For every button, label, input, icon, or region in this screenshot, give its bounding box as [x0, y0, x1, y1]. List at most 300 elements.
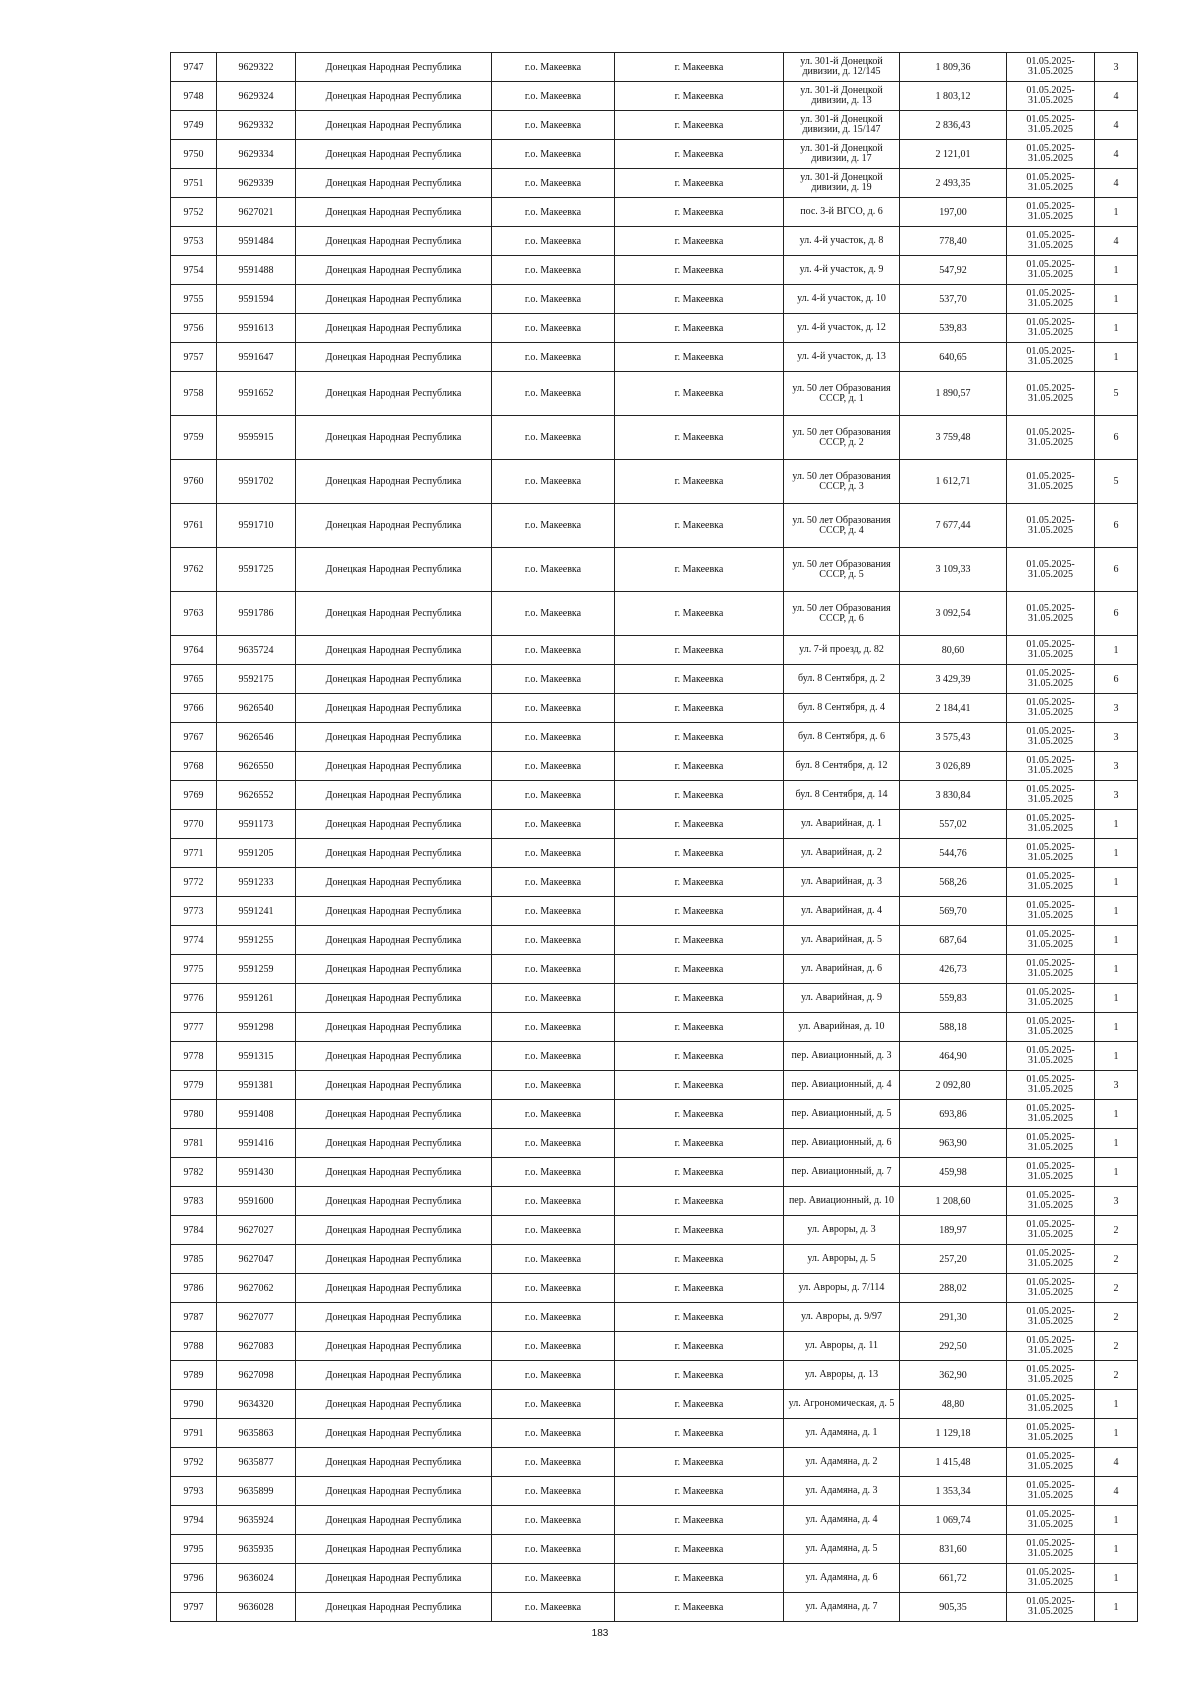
row-number-cell: 9780	[171, 1100, 217, 1129]
region-cell: Донецкая Народная Республика	[296, 285, 492, 314]
table-row	[171, 1274, 1138, 1303]
area-cell: 537,70	[900, 285, 1007, 314]
object-id-cell: 9591315	[217, 1042, 296, 1071]
city-cell: г. Макеевка	[615, 1129, 784, 1158]
count-cell: 1	[1095, 868, 1138, 897]
address-cell: пер. Авиационный, д. 5	[784, 1100, 900, 1129]
object-id-cell: 9629339	[217, 169, 296, 198]
count-cell: 1	[1095, 636, 1138, 665]
table-row	[171, 169, 1138, 198]
object-id-cell: 9591241	[217, 897, 296, 926]
address-cell: пос. 3-й ВГСО, д. 6	[784, 198, 900, 227]
address-cell: бул. 8 Сентября, д. 12	[784, 752, 900, 781]
address-cell: пер. Авиационный, д. 3	[784, 1042, 900, 1071]
table-row	[171, 140, 1138, 169]
table-row	[171, 256, 1138, 285]
city-cell: г. Макеевка	[615, 1187, 784, 1216]
table-row	[171, 723, 1138, 752]
row-number-cell: 9764	[171, 636, 217, 665]
district-cell: г.о. Макеевка	[492, 752, 615, 781]
object-id-cell: 9636024	[217, 1564, 296, 1593]
count-cell: 1	[1095, 1419, 1138, 1448]
address-cell: ул. Аварийная, д. 6	[784, 955, 900, 984]
row-number-cell: 9794	[171, 1506, 217, 1535]
table-row	[171, 1390, 1138, 1419]
address-cell: ул. 50 лет Образования СССР, д. 6	[784, 592, 900, 636]
district-cell: г.о. Макеевка	[492, 1187, 615, 1216]
count-cell: 1	[1095, 926, 1138, 955]
area-cell: 362,90	[900, 1361, 1007, 1390]
table-row	[171, 314, 1138, 343]
address-cell: ул. 301-й Донецкой дивизии, д. 13	[784, 82, 900, 111]
district-cell: г.о. Макеевка	[492, 1448, 615, 1477]
region-cell: Донецкая Народная Республика	[296, 1158, 492, 1187]
city-cell: г. Макеевка	[615, 839, 784, 868]
count-cell: 1	[1095, 1390, 1138, 1419]
region-cell: Донецкая Народная Республика	[296, 1303, 492, 1332]
address-cell: ул. Авроры, д. 7/114	[784, 1274, 900, 1303]
count-cell: 1	[1095, 1535, 1138, 1564]
address-cell: ул. Адамяна, д. 1	[784, 1419, 900, 1448]
city-cell: г. Макеевка	[615, 1419, 784, 1448]
object-id-cell: 9635935	[217, 1535, 296, 1564]
district-cell: г.о. Макеевка	[492, 504, 615, 548]
region-cell: Донецкая Народная Республика	[296, 1274, 492, 1303]
area-cell: 687,64	[900, 926, 1007, 955]
city-cell: г. Макеевка	[615, 694, 784, 723]
table-row	[171, 781, 1138, 810]
count-cell: 1	[1095, 984, 1138, 1013]
region-cell: Донецкая Народная Республика	[296, 1332, 492, 1361]
count-cell: 1	[1095, 198, 1138, 227]
object-id-cell: 9591416	[217, 1129, 296, 1158]
period-cell: 01.05.2025-31.05.2025	[1007, 1100, 1095, 1129]
object-id-cell: 9629322	[217, 53, 296, 82]
district-cell: г.о. Макеевка	[492, 592, 615, 636]
count-cell: 4	[1095, 1477, 1138, 1506]
region-cell: Донецкая Народная Республика	[296, 1216, 492, 1245]
period-cell: 01.05.2025-31.05.2025	[1007, 1071, 1095, 1100]
object-id-cell: 9627047	[217, 1245, 296, 1274]
area-cell: 640,65	[900, 343, 1007, 372]
area-cell: 778,40	[900, 227, 1007, 256]
address-cell: ул. Авроры, д. 11	[784, 1332, 900, 1361]
count-cell: 1	[1095, 1013, 1138, 1042]
object-id-cell: 9591173	[217, 810, 296, 839]
district-cell: г.о. Макеевка	[492, 198, 615, 227]
address-cell: ул. 4-й участок, д. 10	[784, 285, 900, 314]
area-cell: 905,35	[900, 1593, 1007, 1622]
table-row	[171, 839, 1138, 868]
row-number-cell: 9790	[171, 1390, 217, 1419]
district-cell: г.о. Макеевка	[492, 1245, 615, 1274]
count-cell: 3	[1095, 752, 1138, 781]
district-cell: г.о. Макеевка	[492, 1303, 615, 1332]
district-cell: г.о. Макеевка	[492, 897, 615, 926]
table-row	[171, 53, 1138, 82]
area-cell: 2 836,43	[900, 111, 1007, 140]
district-cell: г.о. Макеевка	[492, 1013, 615, 1042]
object-id-cell: 9591261	[217, 984, 296, 1013]
area-cell: 831,60	[900, 1535, 1007, 1564]
object-id-cell: 9629334	[217, 140, 296, 169]
area-cell: 557,02	[900, 810, 1007, 839]
table-row	[171, 1564, 1138, 1593]
region-cell: Донецкая Народная Республика	[296, 1245, 492, 1274]
count-cell: 2	[1095, 1216, 1138, 1245]
object-id-cell: 9592175	[217, 665, 296, 694]
period-cell: 01.05.2025-31.05.2025	[1007, 1187, 1095, 1216]
object-id-cell: 9591725	[217, 548, 296, 592]
count-cell: 1	[1095, 897, 1138, 926]
address-cell: ул. Адамяна, д. 6	[784, 1564, 900, 1593]
row-number-cell: 9775	[171, 955, 217, 984]
area-cell: 1 129,18	[900, 1419, 1007, 1448]
area-cell: 1 803,12	[900, 82, 1007, 111]
object-id-cell: 9626546	[217, 723, 296, 752]
row-number-cell: 9750	[171, 140, 217, 169]
address-cell: ул. 301-й Донецкой дивизии, д. 17	[784, 140, 900, 169]
city-cell: г. Макеевка	[615, 1245, 784, 1274]
region-cell: Донецкая Народная Республика	[296, 1187, 492, 1216]
city-cell: г. Макеевка	[615, 636, 784, 665]
district-cell: г.о. Макеевка	[492, 839, 615, 868]
count-cell: 3	[1095, 53, 1138, 82]
row-number-cell: 9768	[171, 752, 217, 781]
period-cell: 01.05.2025-31.05.2025	[1007, 723, 1095, 752]
object-id-cell: 9626550	[217, 752, 296, 781]
row-number-cell: 9757	[171, 343, 217, 372]
city-cell: г. Макеевка	[615, 1448, 784, 1477]
row-number-cell: 9793	[171, 1477, 217, 1506]
period-cell: 01.05.2025-31.05.2025	[1007, 1390, 1095, 1419]
period-cell: 01.05.2025-31.05.2025	[1007, 1013, 1095, 1042]
district-cell: г.о. Макеевка	[492, 984, 615, 1013]
region-cell: Донецкая Народная Республика	[296, 1477, 492, 1506]
count-cell: 1	[1095, 839, 1138, 868]
area-cell: 1 353,34	[900, 1477, 1007, 1506]
area-cell: 693,86	[900, 1100, 1007, 1129]
period-cell: 01.05.2025-31.05.2025	[1007, 1303, 1095, 1332]
table-row	[171, 1100, 1138, 1129]
row-number-cell: 9778	[171, 1042, 217, 1071]
city-cell: г. Макеевка	[615, 592, 784, 636]
row-number-cell: 9795	[171, 1535, 217, 1564]
address-cell: бул. 8 Сентября, д. 14	[784, 781, 900, 810]
region-cell: Донецкая Народная Республика	[296, 140, 492, 169]
region-cell: Донецкая Народная Республика	[296, 984, 492, 1013]
area-cell: 426,73	[900, 955, 1007, 984]
period-cell: 01.05.2025-31.05.2025	[1007, 984, 1095, 1013]
table-row	[171, 897, 1138, 926]
address-cell: ул. 4-й участок, д. 12	[784, 314, 900, 343]
region-cell: Донецкая Народная Республика	[296, 53, 492, 82]
region-cell: Донецкая Народная Республика	[296, 955, 492, 984]
address-cell: пер. Авиационный, д. 10	[784, 1187, 900, 1216]
city-cell: г. Макеевка	[615, 810, 784, 839]
district-cell: г.о. Макеевка	[492, 694, 615, 723]
address-cell: ул. 4-й участок, д. 13	[784, 343, 900, 372]
area-cell: 1 890,57	[900, 372, 1007, 416]
city-cell: г. Макеевка	[615, 1274, 784, 1303]
count-cell: 6	[1095, 548, 1138, 592]
district-cell: г.о. Макеевка	[492, 548, 615, 592]
table-row	[171, 984, 1138, 1013]
object-id-cell: 9627083	[217, 1332, 296, 1361]
region-cell: Донецкая Народная Республика	[296, 839, 492, 868]
district-cell: г.о. Макеевка	[492, 285, 615, 314]
object-id-cell: 9591488	[217, 256, 296, 285]
city-cell: г. Макеевка	[615, 169, 784, 198]
district-cell: г.о. Макеевка	[492, 1564, 615, 1593]
table-row	[171, 1129, 1138, 1158]
period-cell: 01.05.2025-31.05.2025	[1007, 636, 1095, 665]
city-cell: г. Макеевка	[615, 1564, 784, 1593]
period-cell: 01.05.2025-31.05.2025	[1007, 53, 1095, 82]
address-cell: пер. Авиационный, д. 7	[784, 1158, 900, 1187]
row-number-cell: 9753	[171, 227, 217, 256]
period-cell: 01.05.2025-31.05.2025	[1007, 1361, 1095, 1390]
row-number-cell: 9783	[171, 1187, 217, 1216]
address-cell: ул. 301-й Донецкой дивизии, д. 12/145	[784, 53, 900, 82]
district-cell: г.о. Макеевка	[492, 926, 615, 955]
city-cell: г. Макеевка	[615, 897, 784, 926]
city-cell: г. Макеевка	[615, 53, 784, 82]
city-cell: г. Макеевка	[615, 1593, 784, 1622]
district-cell: г.о. Макеевка	[492, 1506, 615, 1535]
period-cell: 01.05.2025-31.05.2025	[1007, 256, 1095, 285]
count-cell: 2	[1095, 1332, 1138, 1361]
district-cell: г.о. Макеевка	[492, 1593, 615, 1622]
period-cell: 01.05.2025-31.05.2025	[1007, 343, 1095, 372]
region-cell: Донецкая Народная Республика	[296, 82, 492, 111]
region-cell: Донецкая Народная Республика	[296, 810, 492, 839]
object-id-cell: 9627098	[217, 1361, 296, 1390]
address-cell: ул. 4-й участок, д. 9	[784, 256, 900, 285]
table-row	[171, 636, 1138, 665]
address-cell: ул. 50 лет Образования СССР, д. 3	[784, 460, 900, 504]
object-id-cell: 9591594	[217, 285, 296, 314]
row-number-cell: 9760	[171, 460, 217, 504]
district-cell: г.о. Макеевка	[492, 1158, 615, 1187]
city-cell: г. Макеевка	[615, 1071, 784, 1100]
period-cell: 01.05.2025-31.05.2025	[1007, 926, 1095, 955]
city-cell: г. Макеевка	[615, 140, 784, 169]
region-cell: Донецкая Народная Республика	[296, 1390, 492, 1419]
region-cell: Донецкая Народная Республика	[296, 1535, 492, 1564]
period-cell: 01.05.2025-31.05.2025	[1007, 460, 1095, 504]
object-id-cell: 9636028	[217, 1593, 296, 1622]
region-cell: Донецкая Народная Республика	[296, 1129, 492, 1158]
object-id-cell: 9635863	[217, 1419, 296, 1448]
area-cell: 3 759,48	[900, 416, 1007, 460]
object-id-cell: 9591430	[217, 1158, 296, 1187]
region-cell: Донецкая Народная Республика	[296, 897, 492, 926]
object-id-cell: 9591613	[217, 314, 296, 343]
object-id-cell: 9634320	[217, 1390, 296, 1419]
area-cell: 559,83	[900, 984, 1007, 1013]
row-number-cell: 9759	[171, 416, 217, 460]
row-number-cell: 9755	[171, 285, 217, 314]
area-cell: 292,50	[900, 1332, 1007, 1361]
table-row	[171, 416, 1138, 460]
period-cell: 01.05.2025-31.05.2025	[1007, 548, 1095, 592]
address-cell: ул. Аварийная, д. 4	[784, 897, 900, 926]
address-cell: ул. Агрономическая, д. 5	[784, 1390, 900, 1419]
address-cell: ул. Аварийная, д. 1	[784, 810, 900, 839]
row-number-cell: 9787	[171, 1303, 217, 1332]
period-cell: 01.05.2025-31.05.2025	[1007, 504, 1095, 548]
period-cell: 01.05.2025-31.05.2025	[1007, 868, 1095, 897]
region-cell: Донецкая Народная Республика	[296, 1361, 492, 1390]
period-cell: 01.05.2025-31.05.2025	[1007, 897, 1095, 926]
district-cell: г.о. Макеевка	[492, 1042, 615, 1071]
count-cell: 1	[1095, 314, 1138, 343]
address-cell: пер. Авиационный, д. 4	[784, 1071, 900, 1100]
table-row	[171, 548, 1138, 592]
area-cell: 1 069,74	[900, 1506, 1007, 1535]
district-cell: г.о. Макеевка	[492, 1361, 615, 1390]
period-cell: 01.05.2025-31.05.2025	[1007, 111, 1095, 140]
area-cell: 3 429,39	[900, 665, 1007, 694]
object-id-cell: 9629324	[217, 82, 296, 111]
object-id-cell: 9591710	[217, 504, 296, 548]
count-cell: 2	[1095, 1303, 1138, 1332]
period-cell: 01.05.2025-31.05.2025	[1007, 1158, 1095, 1187]
period-cell: 01.05.2025-31.05.2025	[1007, 1535, 1095, 1564]
table-row	[171, 111, 1138, 140]
district-cell: г.о. Макеевка	[492, 140, 615, 169]
city-cell: г. Макеевка	[615, 111, 784, 140]
count-cell: 4	[1095, 227, 1138, 256]
address-cell: бул. 8 Сентября, д. 2	[784, 665, 900, 694]
region-cell: Донецкая Народная Республика	[296, 372, 492, 416]
period-cell: 01.05.2025-31.05.2025	[1007, 1245, 1095, 1274]
row-number-cell: 9796	[171, 1564, 217, 1593]
object-id-cell: 9591255	[217, 926, 296, 955]
area-cell: 1 415,48	[900, 1448, 1007, 1477]
region-cell: Донецкая Народная Республика	[296, 781, 492, 810]
address-cell: ул. Адамяна, д. 7	[784, 1593, 900, 1622]
city-cell: г. Макеевка	[615, 1506, 784, 1535]
table-row	[171, 1419, 1138, 1448]
region-cell: Донецкая Народная Республика	[296, 314, 492, 343]
district-cell: г.о. Макеевка	[492, 1100, 615, 1129]
count-cell: 1	[1095, 285, 1138, 314]
region-cell: Донецкая Народная Республика	[296, 169, 492, 198]
area-cell: 588,18	[900, 1013, 1007, 1042]
table-row	[171, 504, 1138, 548]
period-cell: 01.05.2025-31.05.2025	[1007, 1448, 1095, 1477]
period-cell: 01.05.2025-31.05.2025	[1007, 1042, 1095, 1071]
address-cell: ул. Авроры, д. 9/97	[784, 1303, 900, 1332]
row-number-cell: 9782	[171, 1158, 217, 1187]
city-cell: г. Макеевка	[615, 548, 784, 592]
period-cell: 01.05.2025-31.05.2025	[1007, 372, 1095, 416]
area-cell: 1 208,60	[900, 1187, 1007, 1216]
area-cell: 963,90	[900, 1129, 1007, 1158]
period-cell: 01.05.2025-31.05.2025	[1007, 82, 1095, 111]
region-cell: Донецкая Народная Республика	[296, 1042, 492, 1071]
count-cell: 3	[1095, 694, 1138, 723]
district-cell: г.о. Макеевка	[492, 1390, 615, 1419]
region-cell: Донецкая Народная Республика	[296, 256, 492, 285]
table-row	[171, 810, 1138, 839]
period-cell: 01.05.2025-31.05.2025	[1007, 1506, 1095, 1535]
area-cell: 3 092,54	[900, 592, 1007, 636]
table-row	[171, 955, 1138, 984]
region-cell: Донецкая Народная Республика	[296, 926, 492, 955]
region-cell: Донецкая Народная Республика	[296, 548, 492, 592]
row-number-cell: 9767	[171, 723, 217, 752]
city-cell: г. Макеевка	[615, 82, 784, 111]
area-cell: 2 184,41	[900, 694, 1007, 723]
address-cell: пер. Авиационный, д. 6	[784, 1129, 900, 1158]
object-id-cell: 9626540	[217, 694, 296, 723]
table-row	[171, 1535, 1138, 1564]
row-number-cell: 9758	[171, 372, 217, 416]
table-row	[171, 1158, 1138, 1187]
area-cell: 569,70	[900, 897, 1007, 926]
count-cell: 3	[1095, 723, 1138, 752]
table-row	[171, 1071, 1138, 1100]
address-cell: ул. 50 лет Образования СССР, д. 1	[784, 372, 900, 416]
object-id-cell: 9591702	[217, 460, 296, 504]
row-number-cell: 9786	[171, 1274, 217, 1303]
count-cell: 2	[1095, 1274, 1138, 1303]
table-row	[171, 1042, 1138, 1071]
table-row	[171, 372, 1138, 416]
district-cell: г.о. Макеевка	[492, 53, 615, 82]
row-number-cell: 9774	[171, 926, 217, 955]
count-cell: 1	[1095, 1593, 1138, 1622]
object-id-cell: 9591259	[217, 955, 296, 984]
area-cell: 80,60	[900, 636, 1007, 665]
count-cell: 6	[1095, 504, 1138, 548]
district-cell: г.о. Макеевка	[492, 227, 615, 256]
table-row	[171, 1013, 1138, 1042]
area-cell: 3 026,89	[900, 752, 1007, 781]
address-cell: ул. Авроры, д. 5	[784, 1245, 900, 1274]
district-cell: г.о. Макеевка	[492, 82, 615, 111]
district-cell: г.о. Макеевка	[492, 955, 615, 984]
city-cell: г. Макеевка	[615, 752, 784, 781]
count-cell: 1	[1095, 256, 1138, 285]
region-cell: Донецкая Народная Республика	[296, 636, 492, 665]
period-cell: 01.05.2025-31.05.2025	[1007, 140, 1095, 169]
district-cell: г.о. Макеевка	[492, 460, 615, 504]
registry-table	[170, 52, 1138, 1622]
count-cell: 4	[1095, 169, 1138, 198]
table-row	[171, 926, 1138, 955]
district-cell: г.о. Макеевка	[492, 1535, 615, 1564]
area-cell: 568,26	[900, 868, 1007, 897]
count-cell: 1	[1095, 955, 1138, 984]
city-cell: г. Макеевка	[615, 955, 784, 984]
period-cell: 01.05.2025-31.05.2025	[1007, 285, 1095, 314]
table-row	[171, 1361, 1138, 1390]
count-cell: 1	[1095, 810, 1138, 839]
table-row	[171, 1448, 1138, 1477]
table-row	[171, 1303, 1138, 1332]
period-cell: 01.05.2025-31.05.2025	[1007, 665, 1095, 694]
object-id-cell: 9591298	[217, 1013, 296, 1042]
row-number-cell: 9788	[171, 1332, 217, 1361]
district-cell: г.о. Макеевка	[492, 1216, 615, 1245]
object-id-cell: 9591233	[217, 868, 296, 897]
area-cell: 2 493,35	[900, 169, 1007, 198]
area-cell: 257,20	[900, 1245, 1007, 1274]
